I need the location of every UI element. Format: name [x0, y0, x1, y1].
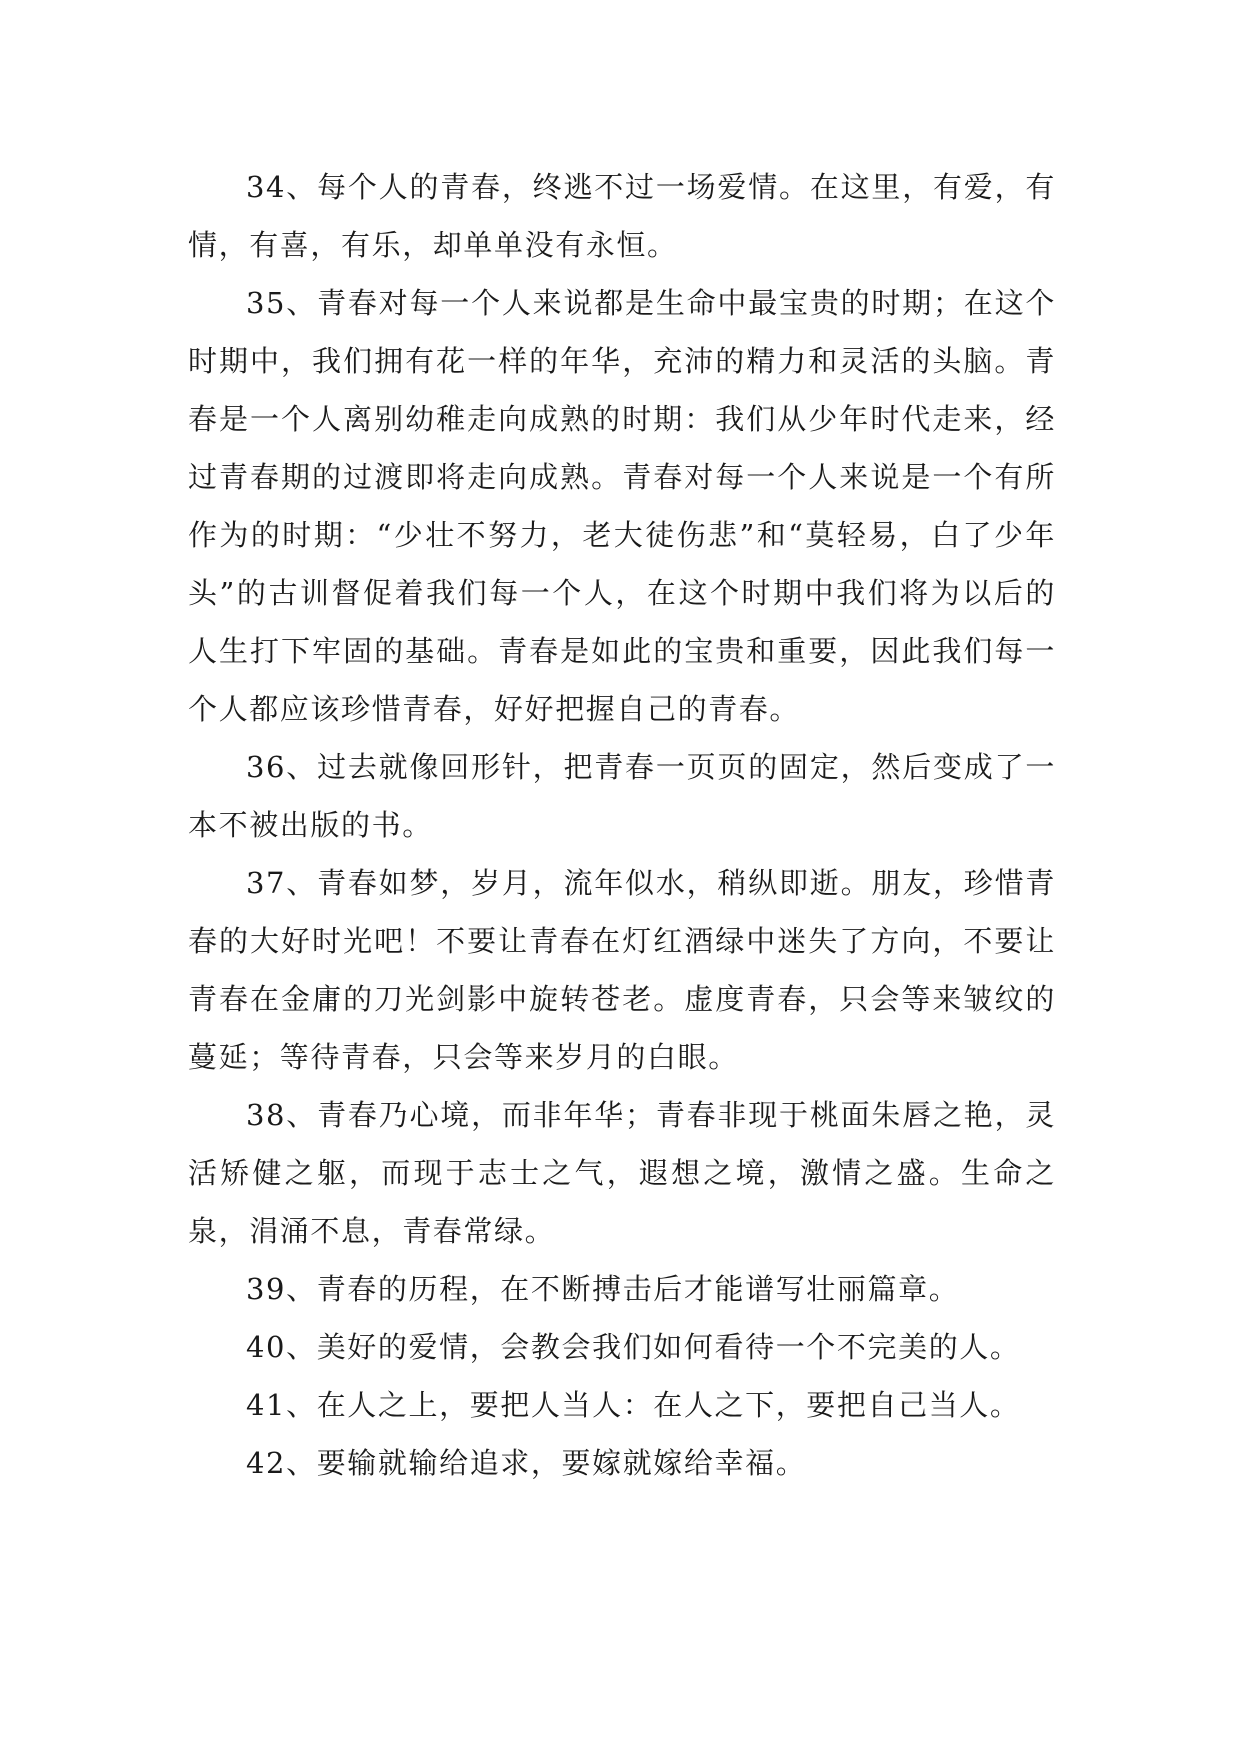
paragraph-38: 38、青春乃心境，而非年华；青春非现于桃面朱唇之艳，灵活矫健之躯，而现于志士之气，遐想之境，激情之盛。生命之泉，涓涌不息，青春常绿。 — [188, 1098, 1056, 1248]
paragraph-41: 41、在人之上，要把人当人：在人之下，要把自己当人。 — [246, 1388, 1021, 1422]
paragraph-39: 39、青春的历程，在不断搏击后才能谱写壮丽篇章。 — [246, 1272, 960, 1306]
paragraph-35: 35、青春对每一个人来说都是生命中最宝贵的时期；在这个时期中，我们拥有花一样的年华，充沛的精力和灵活的头脑。青春是一个人离别幼稚走向成熟的时期：我们从少年时代走来，经过青春期的过渡即将走向成熟。青春对每一个人来说是一个有所作为的时期：“少壮不努力，老大徒伤悲”和“莫轻易，白了少年头”的古训督促着我们每一个人，在这个时期中我们将为以后的人生打下牢固的基础。青春是如此的宝贵和重要，因此我们每一个人都应该珍惜青春，好好把握自己的青春。 — [188, 286, 1056, 726]
paragraph-37: 37、青春如梦，岁月，流年似水，稍纵即逝。朋友，珍惜青春的大好时光吧！不要让青春在灯红酒绿中迷失了方向，不要让青春在金庸的刀光剑影中旋转苍老。虚度青春，只会等来皱纹的蔓延；等待青春，只会等来岁月的白眼。 — [188, 866, 1056, 1074]
paragraph-34: 34、每个人的青春，终逃不过一场爱情。在这里，有爱，有情，有喜，有乐，却单单没有永恒。 — [188, 170, 1056, 262]
paragraph-40: 40、美好的爱情，会教会我们如何看待一个不完美的人。 — [246, 1330, 1021, 1364]
paragraph-36: 36、过去就像回形针，把青春一页页的固定，然后变成了一本不被出版的书。 — [188, 750, 1056, 842]
document-page — [188, 158, 1056, 1492]
paragraph-42: 42、要输就输给追求，要嫁就嫁给幸福。 — [246, 1446, 807, 1480]
